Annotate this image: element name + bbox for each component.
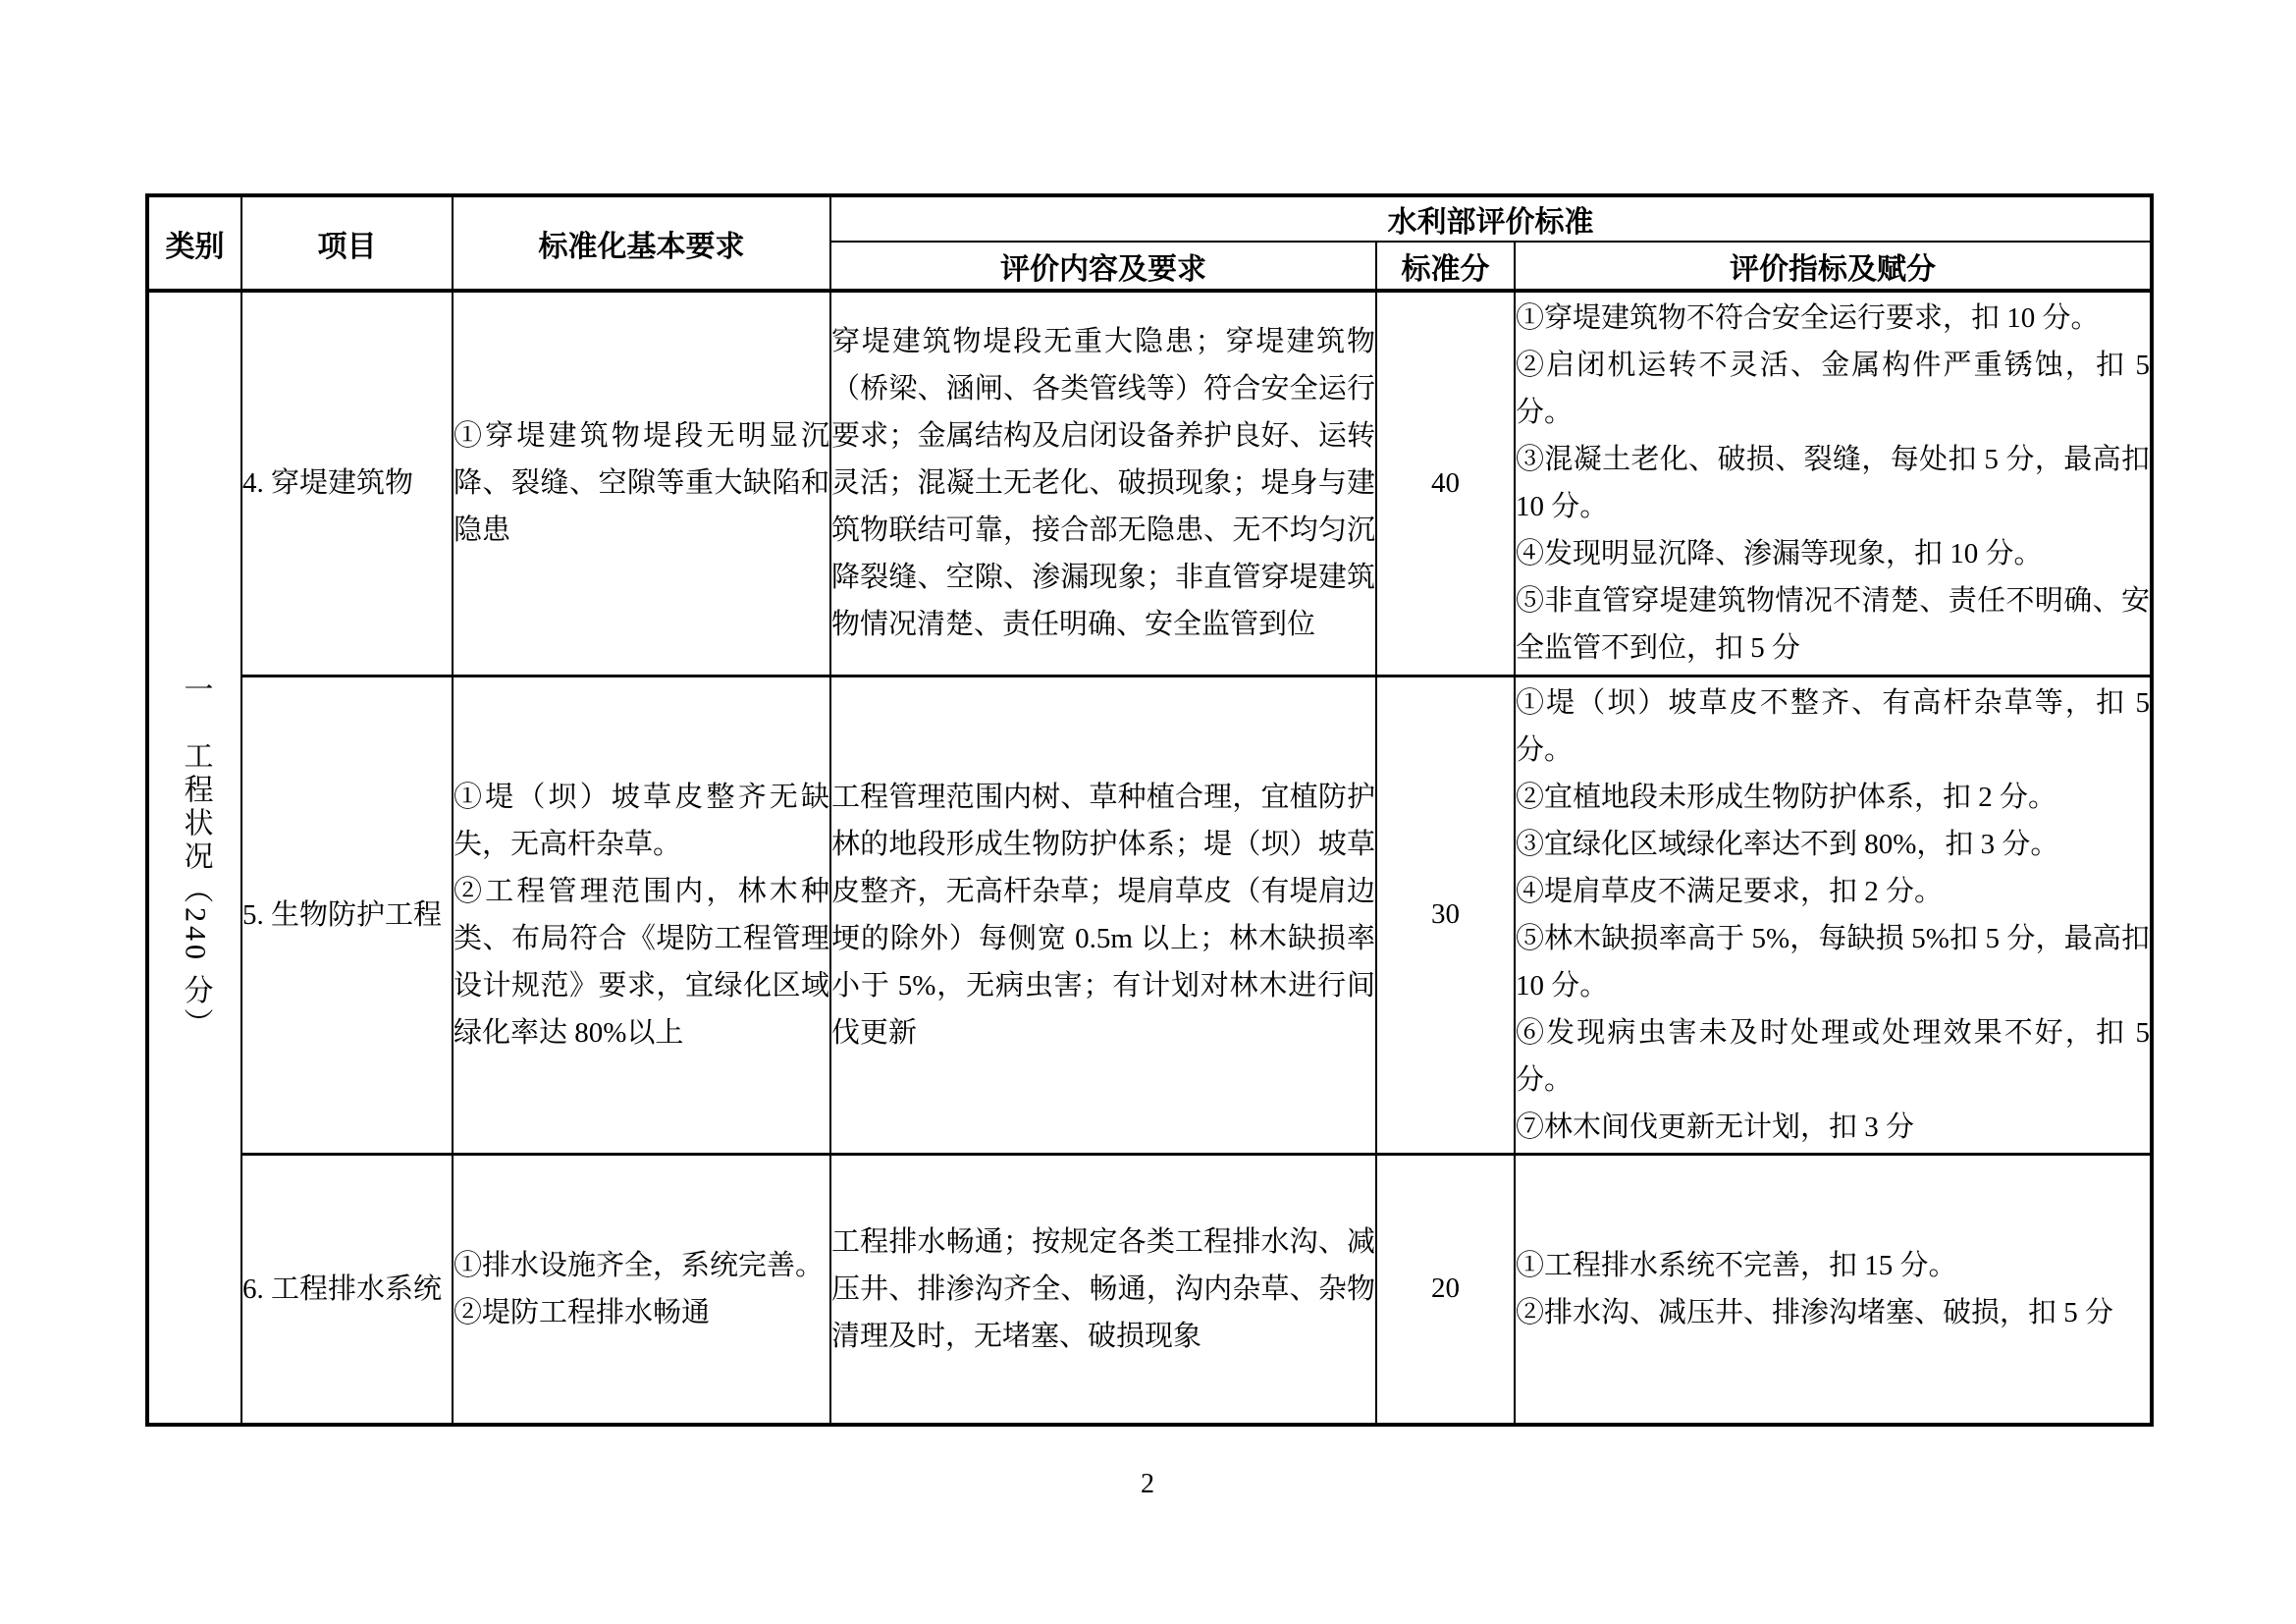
cell-paragraph: 6. 工程排水系统	[242, 1272, 443, 1305]
cell-paragraph: 工程排水畅通；按规定各类工程排水沟、减压井、排渗沟齐全、畅通，沟内杂草、杂物清理及时，无堵塞、破损现象	[831, 1225, 1375, 1352]
cell-paragraph: ⑦林木间伐更新无计划，扣 3 分	[1516, 1110, 1915, 1143]
cell-paragraph: ①排水设施齐全，系统完善。	[454, 1249, 825, 1281]
header-group-title: 水利部评价标准	[830, 195, 2152, 242]
cell-paragraph: ②堤防工程排水畅通	[454, 1296, 711, 1328]
cell-paragraph: ⑥发现病虫害未及时处理或处理效果不好，扣 5 分。	[1516, 1016, 2150, 1096]
header-row-1	[147, 195, 2152, 242]
table-row	[147, 1154, 2152, 1425]
indicators-cell	[1515, 291, 2152, 676]
project-cell	[241, 1154, 453, 1425]
header-content: 评价内容及要求	[830, 242, 1376, 291]
cell-paragraph: ②启闭机运转不灵活、金属构件严重锈蚀，扣 5 分。	[1516, 350, 2150, 429]
cell-paragraph: 工程管理范围内树、草种植合理，宜植防护林的地段形成生物防护体系；堤（坝）坡草皮整齐，无高杆杂草；堤肩草皮（有堤肩边埂的除外）每侧宽 0.5m 以上；林木缺损率小于 5%，无病虫害；有计划对林木进行间伐更新	[831, 781, 1375, 1049]
table-row	[147, 291, 2152, 676]
requirements-cell	[453, 676, 830, 1154]
cell-paragraph: ①穿堤建筑物不符合安全运行要求，扣 10 分。	[1516, 302, 2100, 335]
evaluation-table	[145, 193, 2154, 1427]
indicators-cell	[1515, 1154, 2152, 1425]
cell-paragraph: 4. 穿堤建筑物	[242, 467, 414, 500]
cell-paragraph: ①堤（坝）坡草皮不整齐、有高杆杂草等，扣 5 分。	[1516, 686, 2150, 766]
cell-paragraph: ③混凝土老化、破损、裂缝，每处扣 5 分，最高扣 10 分。	[1516, 444, 2150, 523]
cell-paragraph: ②排水沟、减压井、排渗沟堵塞、破损，扣 5 分	[1516, 1296, 2114, 1328]
cell-paragraph: ⑤林木缺损率高于 5%，每缺损 5%扣 5 分，最高扣 10 分。	[1516, 922, 2150, 1001]
table-row	[147, 676, 2152, 1154]
project-cell	[241, 291, 453, 676]
cell-paragraph: ②工程管理范围内，林木种类、布局符合《堤防工程管理设计规范》要求，宜绿化区域绿化率达 80%以上	[454, 875, 829, 1049]
category-label: 一 工程状况（240 分）	[179, 674, 212, 1042]
project-cell	[241, 676, 453, 1154]
header-indicators: 评价指标及赋分	[1515, 242, 2152, 291]
requirements-cell	[453, 1154, 830, 1425]
content-cell	[830, 1154, 1376, 1425]
score-cell: 40	[1376, 291, 1515, 676]
cell-paragraph: ⑤非直管穿堤建筑物情况不清楚、责任不明确、安全监管不到位，扣 5 分	[1516, 585, 2150, 665]
content-cell	[830, 291, 1376, 676]
score-cell: 30	[1376, 676, 1515, 1154]
content-cell	[830, 676, 1376, 1154]
header-score: 标准分	[1376, 242, 1515, 291]
header-requirements: 标准化基本要求	[453, 195, 830, 291]
cell-paragraph: ①工程排水系统不完善，扣 15 分。	[1516, 1249, 1957, 1281]
requirements-cell	[453, 291, 830, 676]
cell-paragraph: ④堤肩草皮不满足要求，扣 2 分。	[1516, 875, 1944, 907]
cell-paragraph: ④发现明显沉降、渗漏等现象，扣 10 分。	[1516, 538, 2043, 570]
indicators-cell	[1515, 676, 2152, 1154]
cell-paragraph: ①穿堤建筑物堤段无明显沉降、裂缝、空隙等重大缺陷和隐患	[454, 420, 829, 547]
page-number: 2	[1141, 1469, 1154, 1499]
header-category: 类别	[147, 195, 241, 291]
cell-paragraph: 穿堤建筑物堤段无重大隐患；穿堤建筑物（桥梁、涵闸、各类管线等）符合安全运行要求；金属结构及启闭设备养护良好、运转灵活；混凝土无老化、破损现象；堤身与建筑物联结可靠，接合部无隐患、无不均匀沉降裂缝、空隙、渗漏现象；非直管穿堤建筑物情况清楚、责任明确、安全监管到位	[831, 326, 1375, 641]
cell-paragraph: ①堤（坝）坡草皮整齐无缺失，无高杆杂草。	[454, 781, 829, 860]
cell-paragraph: ②宜植地段未形成生物防护体系，扣 2 分。	[1516, 781, 2057, 813]
score-cell: 20	[1376, 1154, 1515, 1425]
cell-paragraph: ③宜绿化区域绿化率达不到 80%，扣 3 分。	[1516, 828, 2059, 860]
header-project: 项目	[241, 195, 453, 291]
cell-paragraph: 5. 生物防护工程	[242, 898, 443, 931]
category-cell	[147, 291, 241, 1425]
